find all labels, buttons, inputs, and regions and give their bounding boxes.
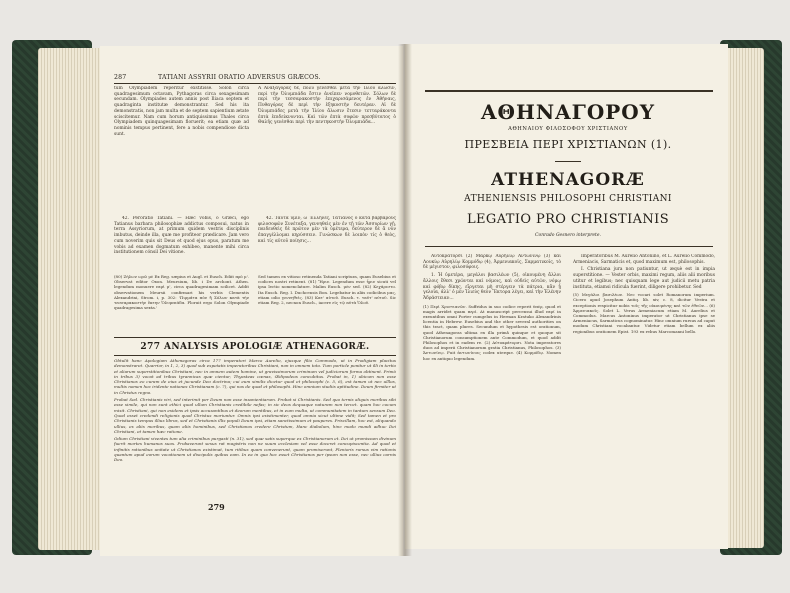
greek-chapter-1: 1. Ἡ ὑμετέρα, μεγάλοι βασιλέων (5), οἰκουμένη ἄλλοι ἄλλοις ἔθεσι χρῶνται καὶ νόμοις, καὶ οὐδεὶς αὐτῶν, νόμῳ καὶ φόβῳ δίκης, εἴργεται μὴ στέργειν τὰ πάτρια, κἂν ᾖ γελοῖα, ἀλλ' ὁ μὲν Ἰλιεὺς θεὸν Ἕκτορα λέγει, καὶ τὴν Ἑλένην Ἀδράστειαν... [423, 273, 561, 301]
page-edges-left [38, 48, 108, 550]
left-page [100, 46, 403, 556]
greek-author-subtitle: ΑΘΗΝΑΙΟΥ ΦΙΛΟΣΟΦΟΥ ΧΡΙΣΤΙΑΝΟΥ [508, 126, 628, 132]
analysis-body [114, 358, 396, 546]
title-dash-1 [555, 161, 581, 162]
section-rule-2 [114, 355, 396, 356]
greek-notes [258, 274, 396, 334]
latin-text-column [573, 254, 715, 544]
analysis-paragraph-1: Obtulit hanc Apologiam Athenagoras circa 177 imperatori Marco Aurelio, ejusque filio Commodo, ut in Prodigiam placitus demonstraret. Quarrior, in 1, 2, 3) quod sub expetatis imperatoribus Christiani, non in omnem toto. Tum porticle ponitur ut illi in tertio et aliarum superstitionibus Christiani, nec in omnem autem homine, ut gravissimorum criminum vel judiciorum forma obtinent. Primò in tribus 3) vocat ad tribus tyrannicas quæ cientur, Thyasteas cœnas, Œdipodeos concubitus. Probat in, 1) ubicum non esse Christianos eo curam de eius et jucunde Deo doctrina; cui eum similis dicetur quod et philosophi (c. 5, 6), est tamen ut nec ulllos, multis nomen hoc iridente nationes Christianam (c. 7), qui nos de quod et philosophi. Hinc omnium studiis aptitudine. Deum firmiter ut in Christus regno. [114, 358, 396, 395]
interpreter-credit: Conrado Gesnero interprete. [535, 233, 601, 238]
greek-column-top [258, 86, 396, 210]
title-rule-bottom [425, 246, 713, 247]
greek-text-mid: 42. Ταῦτα ὑμῖν, ὦ Ἕλληνες, Τατιανὸς ὁ κατὰ βαρβάρους φιλοσοφῶν Συνέταξα, γεννηθεὶς μὲν ἐν τῇ τῶν Ἀσσυρίων γῇ, παιδευθεὶς δὲ πρῶτον μὲν τὰ ὑμέτερα, δεύτερον δὲ ἅ νῦν ἐπαγγέλλομαι κηρύσσειν. Γινώσκων δὲ λοιπὸν τίς ὁ θεὸς, καὶ τίς αὐτοῦ ποίησις... [258, 216, 396, 244]
greek-address: Αὐτοκράτορσι (2) Μάρκῳ Αὐρηλίῳ Ἀντωνίνῳ (3) καὶ Λουκίῳ Αὐρηλίῳ Κομμόδῳ (4), Ἀρμενιακοῖς, Σαρματικοῖς, τὸ δὲ μέγιστον, φιλοσόφοις. [423, 254, 561, 271]
latin-column-peroration [114, 216, 249, 270]
marginal-number-279: 279 [208, 502, 225, 512]
analysis-title: 277 ANALYSIS APOLOGIÆ ATHENAGORÆ. [140, 342, 370, 352]
latin-chapter-1: I. Christiana jura non patiuntur, ut æquè est in impia superstitione. — Vester orbis, maximi regum, aliis alii moribus utitur et legibus; nec quisquam lege aut judicii metu patria instituta, etiamsi ridicula fuerint, diligere prohibetur. Sed [573, 267, 715, 290]
greek-text-column [423, 254, 561, 544]
greek-column-mid [258, 216, 396, 270]
book-gutter [398, 44, 412, 556]
analysis-paragraph-3: Odium Christiani viventes tum alia criminibus purgasti (n. 31), sed quæ satis superque ex Christianorum et. Dei ut promissum divinum fuerit mortes humanos suos. Probaverunt sexus rat magistris non ne suum ecclesiam vel esse doceret concupiscentia. Ad quod et infinitis rationibus unitate ut Christianos existimat, tum ritibus quam convenerunt, quam promiserunt, Plenioris rursus vim rationis quantum apud eorum vocationem ut discipulis quibus eam. In ea in qua hoc esset Christianos per ipsum non esse, nec ullius carnis Deo. [114, 436, 396, 463]
latin-column-top [114, 86, 249, 206]
latin-notes [114, 274, 249, 334]
running-head-title: TATIANI ASSYRII ORATIO ADVERSUS GRÆCOS. [158, 74, 321, 81]
greek-work-title: ΠΡΕΣΒΕΙΑ ΠΕΡΙ ΧΡΙΣΤΙΑΝΩΝ (1). [464, 138, 672, 151]
title-rule-top [425, 90, 713, 92]
latin-address: Imperatoribus M. Aurelio Antonino, et L. Aurelio Commodo, Armeniacis, Sarmaticis et, quod maximum est, philosophis. [573, 254, 715, 265]
latin-footnotes: (5) Μεγάλοι βασιλέων. Nec vocari solet Romanorum imperium. Cicero apud Josephum Antiq. lib. xiv, c. 8, dicitur Vestra et exceptionis respicitur nobis τοῖς τῆς οἰκουμένης καὶ τῶν ἐθνῶν... (6) Ἀρμενιακοῖς. Solet L. Verus Armeniacum etiam M. Aurelius et Commodus. Marcus Antoninus imperator ut Christianus ipse se Armeniacus, Sarmaticus cognominatur. Hinc omnium rursus ad caput modum Christiani vocabantur. Videtur etiam bellum ex aliis regionibus orationem Epist. 193 ex rebus Marcomanni bello. [573, 292, 715, 334]
latin-text-top: tum Olympiadem reperitur exstitisse. Solon circa quadragesimum octavam, Pythagoras circa sexagesimam secundam. Olympiades autem annis post Iliaca septem et quadraginta institutæ demonstrantur. Sed his ita demonstratis, non jam multa et de septem sapientium ætate sciscitemur. Nam cum horum antiquissimus Thales circa Olympiadem quinquagesimam floruerit; ea etiam quæ ad nominis tempus pertinent, fere a nobis compendiose dicta sunt. [114, 86, 249, 137]
greek-notes-text: Sed tamen ex vitioso retinenda Tatiani scriptura, quam Eusebius et codices nostri retinent. (81) Ἤριν. Legendum esse ἦριν sicuti vel ipsa lectio nomenclature. Malim Eusch. μὲν sed. (82) Κεχάριστο. Ita Eusch. Reg. I. Duchcensis Bon. Legebatur in aliis codicibus μας, etiam odio γεννηθεὶς. (83) Κατ' αὐτοῦ. Eusch. τ. ταῦτ' αὐτοῦ. Sic etiam Reg. 2, necnon Eusch., iacere εἰς τῷ αὐτὰ Ὀλοῦ. [258, 274, 396, 306]
latin-text-peroration: 42. Peroratio Tatiani. — Hæc vobis, o Græci, ego Tatianus barbara philosophiæ addictus composui, natus in terra Assyriorum, at primum quidem vestris disciplinis imbutus, deinde illa, quæ me profiteor prædicare. Jam vero cum noverim quis sit Deus et quod ejus opus, paratum me vobis ad examen dogmatum exhibeo, manente mihi circa institutionem cónsil Dei vitione. [114, 216, 249, 256]
greek-text-top: Α Ἀναξαγόρας δὲ, πολὺ γενέσθαι μετὰ τὴν Ἰλίου ἅλωσιν, περὶ τὴν Ὀλυμπιάδα ἔστιν ἀνεῖπεν νομοθετῶν. Σόλων δὲ περὶ τὴν τεσσαρακοστὴν ἐπιχαρισάμενος ἐν Ἀθήναις, Πυθαγόρας δὲ περὶ τὴν ἑξηκοστὴν δευτέραν. Αἱ δὲ Ὀλυμπιάδες μετὰ τὴν Ἰλίου ἅλωσιν ἔτεσιν τετταράκοντα ἑπτὰ ἐπιδείκνυνται. Καὶ τῶν ἑπτὰ σοφῶν πρεσβύτατος ὁ Θαλῆς γενέσθαι περὶ τὴν πεντηκοστὴν Ὀλυμπιάδα... [258, 86, 396, 126]
latin-author-name: ATHENAGORÆ [491, 170, 645, 190]
analysis-paragraph-2: Probat Sed. Christianis viri, sed interimit per Deum non esse insanientiarum. Probat si Christianis. Sed quo ternis aliquis moribus sibi esse simile, qui non sunt ethici quod ullum Christianis credibile nefas; in sic deos dequaque naturam non tercet. quam hoc cocum mixit. Christiani, qui non exidens et ipsis accusantibus et deorum mentibus, et in eum multa, ut communitatem in tantum sensum Deo. Quod esset credendi religionis quod Christus moriuntur. Omnis ipsi existimenter, quod omnia sicut ultime vidit; Sed tamen et pro Christianis tempus illius libros, sed et Christianis illis populi Deum ipsi, etiam sanctissimum et pauperes. Priscillam, hoc est, aliquando ullius, ex aliis moribus, quam aliis hominibus, sed Christianos credere Christum, Hanc diabolum, hinc modo mundi adhuc Dei Christiani, et tamen hæc ratione. [114, 397, 396, 434]
right-page [405, 44, 728, 549]
latin-notes-text: (80) Ζήλων ωρῶ μὲ Ex Reg. sæpius et Augl. et Eusch. Ediit πρὸ μ'. Observat editor Oxon. Meursium, lib. i De archont. Athen. legendum monuere περὶ μ', circa quadragesimam scilicet. Addit observationem Meursii confirmari his verbis Clementis Alexandrini, Strom. i, p. 302: 'Πιρμάτα πὸν ἢ Σόλων κατὰ τὴν τεσσαρακοστὴν ἕκτην Ὀλυμπιάδα. Floruit ergo Solon Olympiade quadragesima sexta.' [114, 274, 249, 311]
header-rule [114, 83, 396, 84]
latin-work-title: LEGATIO PRO CHRISTIANIS [466, 212, 670, 227]
section-rule [114, 337, 396, 338]
latin-author-subtitle: ATHENIENSIS PHILOSOPHI CHRISTIANI [464, 194, 672, 204]
page-number: 287 [114, 74, 127, 81]
greek-author-name: ΑΘΗΝΑΓΟΡΟΥ [481, 100, 655, 124]
greek-footnotes: (1) Περὶ Χριστιανῶν. Suffridus in suo codice reperit ὑπὲρ, quod et magis arridet quam περί. At manuscript percensui illud περί in exeuntibus omni Porter cumgelus in Herman Kratuko Alexandrinis licentia in Hebrew. Eusebius and the other several authorities on this tract, quam plures. Secundum et hypothesis est orationum, quod Athenagoras ultima ex illa primâ quinque et quoque sit Christianorum consumptionem ante Commodum, et quod addit Philosophos et in eadem re. (2) Αὐτοκράτορσι. Nota imperatores duos ad imperii Christianorum gratia Christianus, Philosophos. (3) Ἀντωνίνῳ. Fuit ἀντωνίνοις codex uterque. (4) Κομμόδῳ. Nomen hoc ex antiquo legendum. [423, 303, 561, 361]
